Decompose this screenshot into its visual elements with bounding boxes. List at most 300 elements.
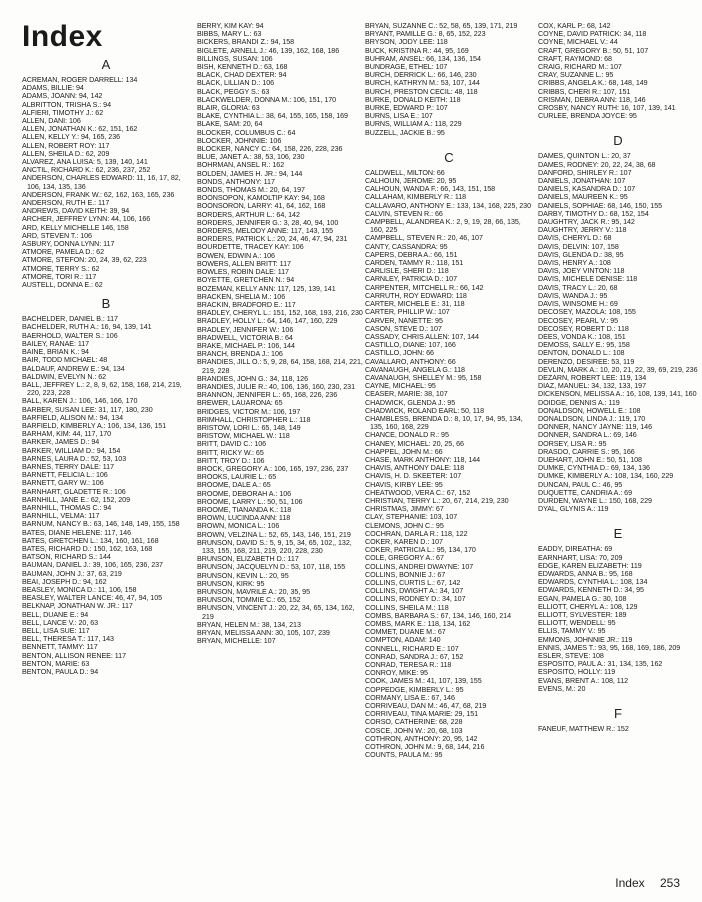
index-entry: BLOCKER, JOHNNIE: 106	[197, 136, 282, 145]
index-entry: ACREMAN, ROGER DARRELL: 134	[22, 76, 138, 84]
index-entry: DECOSEY, PEARL V.: 95	[538, 316, 619, 325]
index-entry: CAVANAUGH, ANGELA G.: 118	[365, 365, 465, 374]
index-entry: BEASLEY, WALTER LANCE: 46, 47, 94, 105	[22, 594, 163, 603]
index-entry: ANDERSON, RUTH E.: 117	[22, 199, 110, 208]
index-entry: ALLEN, SHEILA D.: 62, 209	[22, 149, 110, 158]
index-entry: ELLIOTT, CHERYL A.: 108, 129	[538, 602, 638, 611]
index-entry: DAVIS, MICHELE DENISE: 118	[538, 275, 638, 284]
index-entry: BEASLEY, MONICA D.: 11, 106, 158	[22, 585, 137, 594]
spacer	[538, 693, 698, 707]
index-entry: DONNER, NANCY JAYNE: 119, 146	[538, 423, 653, 432]
index-entry: CARTER, PHILLIP W.: 107	[365, 308, 450, 317]
index-entry: BENTON, ALLISON RENEE: 117	[22, 651, 126, 660]
index-entry: CARTER, MICHELE E.: 31, 118	[365, 300, 465, 309]
index-entry: DAVIS, HENRY A.: 108	[538, 259, 611, 268]
index-entry: BEAI, JOSEPH D.: 94, 162	[22, 577, 107, 586]
index-entry: CRIBBS, ANGELA K.: 68, 148, 149	[538, 79, 648, 88]
index-entry: BUZZELL, JACKIE B.: 95	[365, 128, 445, 137]
index-entry: DANIELS, MAUREEN K.: 95	[538, 193, 628, 202]
page-footer	[615, 876, 680, 890]
index-entry: BURCH, DERRICK L.: 66, 146, 230	[365, 71, 477, 80]
index-entry: COLLINS, CURTIS L.: 67, 142	[365, 579, 461, 587]
index-entry: CHADWICK, ROLAND EARL: 50, 118	[365, 406, 485, 415]
index-entry: BAUMAN, DANIEL J.: 39, 106, 165, 236, 237	[22, 561, 163, 570]
section-letter: C	[444, 149, 454, 165]
index-entry: ESLER, STEVE: 108	[538, 652, 604, 661]
index-entry: CASTILLO, JOHN: 66	[365, 349, 434, 358]
index-column-2	[197, 0, 365, 645]
index-entry: CLAY, STEPHANIE: 103, 107	[365, 513, 458, 522]
index-entry: BRYAN, MELISSA ANN: 30, 105, 107, 239	[197, 629, 330, 638]
index-entry: ANDERSON, FRANK W.: 62, 162, 163, 165, 236	[22, 190, 175, 199]
index-entry: DECOSEY, MAZOLA: 108, 155	[538, 308, 636, 317]
index-entry: ADAMS, JOANN: 94, 142	[22, 92, 103, 101]
index-entry: EVENS, M.: 20	[538, 684, 586, 693]
index-entry: CANTY, CASSANDRA: 95	[365, 242, 448, 251]
index-entry: BRYSON, JODY LEE: 118	[365, 38, 448, 47]
index-entry: DAUGHTRY, JACK R.: 95, 142	[538, 218, 635, 227]
index-entry: BROWN, VELZINA L.: 52, 65, 143, 146, 151, 219	[197, 530, 351, 539]
index-column-1	[22, 0, 190, 676]
index-entry: ALLEN, JONATHAN K.: 62, 151, 162	[22, 125, 138, 134]
index-entry: ANDREWS, DAVID KEITH: 39, 94	[22, 207, 130, 216]
index-entry: DYAL, GLYNIS A.: 119	[538, 505, 609, 514]
index-entry: BONDS, THOMAS M.: 20, 64, 197	[197, 186, 305, 195]
index-entry: CRAFT, RAYMOND: 68	[538, 54, 612, 63]
index-entry: CONRAD, SANDRA J.: 67, 152	[365, 652, 464, 661]
index-entry: BROOME, DALE A.: 65	[197, 481, 271, 490]
spacer	[365, 137, 533, 151]
index-entry: DEMOSS, SALLY E.: 95, 158	[538, 341, 630, 350]
index-entry: ENNIS, JAMES T.: 93, 95, 168, 169, 186, 209	[538, 643, 681, 652]
index-entry: BURKE, DONALD KEITH: 118	[365, 95, 461, 104]
index-entry: COKER, PATRICIA L.: 95, 134, 170	[365, 546, 476, 555]
index-entry: DANIELS, JONATHAN: 107	[538, 177, 626, 186]
index-entry: BARNHILL, JANE E.: 62, 152, 209	[22, 495, 130, 504]
index-entry: CAVANAUGH, SHELLEY M.: 95, 158	[365, 373, 482, 382]
index-entry: COCHRAN, DARLA R.: 118, 122	[365, 529, 468, 538]
index-entry: CONRAD, TERESA R.: 118	[365, 661, 452, 670]
page-title: Index	[22, 20, 103, 53]
index-entry: ELLIOTT, WENDELL: 95	[538, 619, 616, 628]
section-letter: E	[613, 526, 623, 542]
index-entry: CRAY, SUZANNE L.: 95	[538, 71, 614, 80]
index-entry: BOURDETTE, TRACEY KAY: 106	[197, 243, 304, 252]
index-entry: BRYAN, HELEN M.: 38, 134, 213	[197, 620, 301, 629]
index-entry: BARNHILL, THOMAS C.: 94	[22, 503, 112, 512]
index-entry: BRACKEN, SHELIA M.: 106	[197, 292, 286, 301]
index-entry: DUNCAN, PAUL C.: 46, 95	[538, 480, 623, 489]
index-entry: CARVER, NANETTE: 95	[365, 316, 443, 325]
index-entry: ATMORE, TERRY S.: 62	[22, 264, 100, 273]
index-entry: COMMET, DUANE M.: 67	[365, 628, 446, 637]
index-entry: DECOSEY, ROBERT D.: 118	[538, 324, 629, 333]
footer-label: Index	[615, 876, 645, 890]
index-entry: CALHOUN, WANDA F.: 66, 143, 151, 158	[365, 185, 496, 194]
index-entry: DEVLIN, MARK A.: 10, 20, 21, 22, 39, 69, 219, 236	[538, 365, 698, 374]
index-entry: BURKE, EDWARD P.: 107	[365, 104, 448, 113]
index-entry: BRUNSON, ELIZABETH D.: 117	[197, 555, 299, 564]
index-entry: DONALDSON, LINDA J.: 119, 170	[538, 414, 646, 423]
index-entry: BROCK, GREGORY A.: 106, 165, 197, 236, 237	[197, 464, 349, 473]
index-entry: BRANDIES, JILL O.: 5, 9, 28, 64, 158, 168, 214, 221, 219, 228	[197, 358, 363, 375]
index-entry: CHRISTIAN, TERRY L.: 20, 67, 214, 219, 230	[365, 496, 509, 505]
spacer	[538, 120, 698, 134]
index-entry: CHAVIS, H. D. SKEETER: 107	[365, 472, 462, 481]
index-entry: AUSTELL, DONNA E.: 62	[22, 281, 103, 290]
index-entry: ARD, KELLY MICHELLE 146, 158	[22, 223, 129, 232]
index-entry: BURNS, WILLIAM A.: 118, 229	[365, 120, 462, 129]
index-entry: BIBBS, MARY L.: 63	[197, 30, 262, 39]
index-entry: DUMKE, CYNTHIA D.: 69, 134, 136	[538, 464, 650, 473]
index-entry: CHADWICK, GLENDA J.: 95	[365, 398, 456, 407]
index-column-4	[538, 0, 698, 733]
index-entry: BELL, LANCE V.: 20, 63	[22, 618, 99, 627]
index-entry: BRADLEY, CHERYL L.: 151, 152, 168, 193, 216, 230	[197, 309, 363, 318]
index-entry: ALLEN, DANI: 106	[22, 117, 81, 126]
index-entry: CAPERS, DEBRA A.: 66, 151	[365, 250, 458, 259]
index-entry: CAVALLARO, ANTHONY: 66	[365, 357, 456, 366]
index-entry: BRYAN, MICHELLE: 107	[197, 637, 276, 646]
index-entry: DENTON, DONALD L.: 108	[538, 349, 625, 358]
spacer	[22, 0, 190, 58]
index-entry: EDWARDS, CYNTHIA L.: 108, 134	[538, 578, 648, 587]
index-entry: DORSEY, LISA R.: 95	[538, 439, 607, 448]
index-entry: BOHRMAN, ANSEL R.: 162	[197, 161, 285, 170]
index-entry: EVANS, BRENT A.: 108, 112	[538, 676, 629, 685]
index-entry: EDGE, KAREN ELIZABETH: 119	[538, 561, 642, 570]
index-entry: BICKERS, BRANDI Z.: 94, 158	[197, 38, 295, 47]
index-entry: BALL, JEFFREY L.: 2, 8, 9, 62, 158, 168, 214, 219, 220, 223, 228	[22, 380, 182, 398]
index-entry: BISH, KENNETH D.: 63, 168	[197, 63, 288, 72]
index-entry: BATES, DIANE HELENE: 117, 146	[22, 528, 132, 537]
index-entry: ALBRITTON, TRISHA S.: 94	[22, 100, 112, 109]
index-entry: BRUNSON, KIRK: 95	[197, 579, 265, 588]
index-entry: CORSO, CATHERINE: 68, 228	[365, 718, 463, 727]
index-entry: DANFORD, SHIRLEY R.: 107	[538, 168, 632, 177]
index-entry: BLUE, JANET A.: 38, 53, 106, 230	[197, 153, 305, 162]
index-entry: DAVIS, CHERYL D.: 68	[538, 234, 612, 243]
index-entry: DURDEN, WAYNE L.: 150, 168, 229	[538, 496, 652, 505]
index-entry: DONNER, SANDRA L.: 69, 146	[538, 431, 637, 440]
index-entry: BRITT, RICKY W.: 65	[197, 448, 264, 457]
index-entry: COTHRON, ANTHONY: 20, 95, 142	[365, 734, 478, 743]
index-entry: CARNLEY, PATRICIA D.: 107	[365, 275, 458, 284]
section-letter: D	[613, 133, 623, 149]
index-entry: CARLISLE, SHERI D.: 118	[365, 267, 449, 276]
index-entry: DUEHART, JOHN E.: 50, 51, 108	[538, 455, 642, 464]
index-entry: BACHELDER, DANIEL B.: 117	[22, 315, 118, 324]
index-entry: BATES, RICHARD D.: 150, 162, 163, 168	[22, 544, 153, 553]
index-entry: BRACKIN, BRADFORD E.: 117	[197, 300, 296, 309]
spacer	[538, 513, 698, 527]
index-entry: COLLINS, BONNIE J.: 67	[365, 570, 446, 579]
index-column-3	[365, 0, 533, 759]
index-entry: ANCTIL, RICHARD K.: 62, 236, 237, 252	[22, 166, 151, 175]
index-entry: BALDAUF, ANDREW E.: 94, 134	[22, 364, 125, 373]
index-entry: EADDY, DIREATHA: 69	[538, 545, 613, 554]
index-entry: ADAMS, BILLIE: 94	[22, 84, 84, 93]
index-entry: BOONSOPON, KAMOLTIP KAY: 94, 168	[197, 194, 325, 203]
index-entry: CONNELL, RICHARD E.: 107	[365, 644, 459, 653]
index-entry: BARNETT, FELICIA L.: 106	[22, 471, 108, 480]
index-entry: BORDERS, PATRICK L.: 20, 24, 46, 47, 94, 231	[197, 235, 348, 244]
index-entry: DAVIS, WANDA J.: 95	[538, 291, 608, 300]
index-entry: BRUNSON, MAVRILE A.: 20, 35, 95	[197, 588, 311, 597]
index-entry: ELLIS, TAMMY V.: 95	[538, 627, 606, 636]
index-entry: BELL, LISA SUE: 117	[22, 627, 90, 635]
index-entry: BRITT, TROY D.: 106	[197, 456, 265, 465]
index-entry: BORDERS, MELODY ANNE: 117, 143, 155	[197, 227, 334, 236]
index-entry: ALVAREZ, ANA LUISA: 5, 139, 140, 141	[22, 158, 148, 167]
section-letter: F	[614, 706, 622, 722]
index-entry: BLAKE, SAM: 20, 64	[197, 120, 263, 129]
index-entry: DANIELS, SOPHIAE: 68, 146, 150, 155	[538, 201, 663, 210]
index-entry: CHANEY, MICHAEL: 20, 25, 66	[365, 439, 464, 448]
index-entry: BARNES, LAURA D.: 52, 53, 103	[22, 454, 127, 463]
index-entry: BURCH, KATHRYN M.: 53, 107, 144	[365, 79, 480, 88]
index-entry: COLLINS, SHEILA M.: 118	[365, 603, 449, 612]
index-entry: BOWEN, EDWIN A.: 106	[197, 251, 275, 260]
index-entry: BRANNON, JENNIFER L.: 65, 168, 226, 236	[197, 391, 338, 400]
index-entry: BLAKE, CYNTHIA L.: 38, 64, 155, 165, 158, 169	[197, 112, 348, 121]
index-entry: ALLEN, ROBERT ROY: 117	[22, 141, 110, 150]
index-entry: DEZARN, ROBERT LEE: 119, 134	[538, 373, 647, 382]
spacer	[197, 0, 365, 22]
index-entry: BRUNSON, VINCENT J.: 20, 22, 34, 65, 134, 162, 219	[197, 604, 355, 621]
index-entry: ASBURY, DONNA LYNN: 117	[22, 240, 115, 249]
index-entry: BOYETTE, GRETCHEN N.: 94	[197, 276, 295, 285]
index-entry: BAILEY, RANAE: 117	[22, 339, 90, 348]
index-entry: CONROY, MIKE: 95	[365, 669, 428, 678]
index-entry: ALLEN, KELLY Y.: 94, 165, 236	[22, 133, 121, 142]
index-entry: CAYNE, MICHAEL: 95	[365, 382, 436, 391]
index-entry: BERRY, KIM KAY: 94	[197, 22, 264, 30]
index-entry: CRAIG, RICHARD M.: 107	[538, 63, 622, 72]
index-entry: BARFIELD, ALISON M.: 94, 134	[22, 413, 123, 422]
index-entry: BRYAN, SUZANNE C.: 52, 58, 65, 139, 171, 219	[365, 22, 518, 30]
index-entry: BURCH, PRESTON CECIL: 48, 118	[365, 87, 478, 96]
index-entry: BLAIR, GLORIA: 63	[197, 104, 260, 113]
index-entry: FANEUF, MATTHEW R.: 152	[538, 725, 629, 734]
index-entry: DUMKE, KIMBERLY A.: 108, 134, 160, 229	[538, 472, 674, 481]
index-entry: DAMES, RODNEY: 20, 22, 24, 38, 68	[538, 160, 656, 169]
index-entry: CORRIVEAU, TINA MARIE: 29, 151	[365, 710, 479, 719]
index-entry: BENTON, MARIE: 63	[22, 659, 90, 668]
index-entry: CARDEN, TAMMY R.: 118, 151	[365, 259, 464, 268]
index-entry: ATMORE, STEFON: 20, 24, 39, 62, 223	[22, 256, 147, 265]
index-entry: COLLINS, DWIGHT A.: 34, 107	[365, 587, 464, 596]
index-entry: BRUNSON, JACQUELYN D.: 53, 107, 118, 155	[197, 563, 346, 572]
index-entry: BALL, KAREN J.: 106, 146, 166, 170	[22, 397, 138, 406]
index-entry: DANIELS, KASANDRA D.: 107	[538, 185, 636, 194]
index-entry: BOWLES, ROBIN DALE: 117	[197, 268, 289, 277]
index-entry: COYNE, MICHAEL V.: 44	[538, 38, 618, 47]
index-entry: BELKNAP, JONATHAN W. JR.: 117	[22, 602, 133, 611]
index-entry: CLEMONS, JOHN C.: 95	[365, 521, 444, 530]
index-entry: BARNES, TERRY DALE: 117	[22, 462, 114, 471]
index-entry: CASTILLO, DIANE: 107, 166	[365, 341, 456, 350]
section-letter: B	[101, 296, 111, 312]
index-entry: DAVIS, WINSOME H.: 69	[538, 300, 618, 309]
index-entry: ATMORE, TORI R.: 117	[22, 272, 97, 281]
index-entry: DAVIS, TRACY L.: 20, 68	[538, 283, 618, 292]
index-entry: CORRIVEAU, DAN M.: 46, 47, 68, 219	[365, 702, 487, 711]
index-entry: DRASDO, CARRIE S.: 95, 166	[538, 447, 635, 456]
index-entry: BRIDGES, VICTOR M.: 106, 197	[197, 407, 301, 416]
index-entry: EDWARDS, ANNA B.: 95, 168	[538, 569, 633, 578]
index-entry: CRIBBS, CHERI R.: 107, 151	[538, 87, 631, 96]
index-entry: BROOME, DEBORAH A.: 106	[197, 489, 292, 498]
index-entry: CRISMAN, DEBRA ANN: 118, 146	[538, 95, 646, 104]
index-entry: CASON, STEVE D.: 107	[365, 324, 442, 333]
index-entry: BLOCKER, COLUMBUS C.: 64	[197, 128, 296, 137]
index-entry: ANDERSON, CHARLES EDWARD: 11, 16, 17, 82, 106, 134, 135, 136	[22, 174, 181, 191]
index-entry: BLACKWELDER, DONNA M.: 106, 151, 170	[197, 95, 337, 104]
index-entry: BAERHOLD, WALTER S.: 106	[22, 331, 118, 340]
index-entry: BARNHILL, VELMA: 117	[22, 512, 100, 521]
index-entry: CHANCE, DONALD R.: 95	[365, 431, 449, 440]
index-entry: BONDS, ANTHONY: 117	[197, 177, 275, 186]
index-entry: BRUNSON, KEVIN L.: 20, 95	[197, 571, 289, 580]
index-entry: BRIMHALL, CHRISTOPHER L.: 118	[197, 415, 311, 424]
index-entry: COYNE, DAVID PATRICK: 34, 118	[538, 30, 647, 39]
index-entry: CALLAHAM, KIMBERLY R.: 118	[365, 193, 467, 202]
index-entry: EDWARDS, KENNETH D.: 34, 95	[538, 586, 644, 595]
index-entry: DAUGHTRY, JERRY V.: 118	[538, 226, 627, 235]
index-entry: COLLINS, ANDREI DWAYNE: 107	[365, 562, 474, 571]
index-entry: BLACK, CHAD DEXTER: 94	[197, 71, 287, 80]
index-entry: BROWN, LUCINDA ANN: 118	[197, 514, 291, 523]
index-entry: ESPOSITO, HOLLY: 119	[538, 668, 616, 677]
index-entry: BOLDEN, JAMES H. JR.: 94, 144	[197, 169, 303, 178]
index-entry: BAINE, BRIAN K.: 94	[22, 348, 89, 357]
index-entry: CALHOUN, JEROME: 20, 95	[365, 177, 457, 186]
index-entry: BRUNSON, TOMMIE C.: 65, 152	[197, 596, 301, 605]
index-entry: BOZEMAN, KELLY ANN: 117, 125, 139, 141	[197, 284, 336, 293]
index-entry: BRITT, DAVID C.: 106	[197, 440, 267, 449]
index-entry: BARKER, JAMES D.: 94	[22, 438, 100, 447]
index-entry: CORMANY, LISA E.: 67, 146	[365, 693, 455, 702]
index-entry: BARNETT, GARY W.: 106	[22, 479, 104, 488]
index-entry: ALFIERI, TIMOTHY J.: 62	[22, 108, 104, 117]
index-entry: BORDERS, ARTHUR L.: 64, 142	[197, 210, 300, 219]
index-entry: COPPEDGE, KIMBERLY L.: 95	[365, 685, 464, 694]
index-entry: BIGLETE, ARNELL J.: 46, 139, 162, 168, 186	[197, 46, 340, 55]
index-entry: CEASER, MARIE: 38, 107	[365, 390, 448, 399]
index-entry: BENTON, PAULA D.: 94	[22, 668, 99, 677]
index-entry: CURLEE, BRENDA JOYCE: 95	[538, 112, 637, 121]
index-entry: DERENZO, DESIREE: 53, 119	[538, 357, 635, 366]
index-entry: BROOME, LARRY L.: 50, 51, 106	[197, 497, 303, 506]
index-entry: DICKENSON, MELISSA A.: 16, 108, 139, 141, 160	[538, 390, 697, 399]
index-entry: BARNHART, GLADETTE R.: 106	[22, 487, 126, 496]
index-entry: BARHAM, KIM: 44, 117, 170	[22, 430, 112, 439]
index-entry: CROSBY, NANCY RUTH: 16, 107, 139, 141	[538, 104, 676, 113]
index-entry: BRYANT, PAMILLE G.: 8, 65, 152, 223	[365, 30, 486, 39]
index-entry: COLLINS, RODNEY D.: 34, 107	[365, 595, 466, 604]
index-entry: CALVIN, STEVEN R.: 66	[365, 209, 443, 218]
index-entry: CRAFT, GREGORY B.: 50, 51, 107	[538, 46, 649, 55]
index-entry: CARRUTH, ROY EDWARD: 118	[365, 291, 467, 300]
index-entry: ATMORE, PAMELA D.: 62	[22, 248, 105, 257]
index-entry: DAVIS, GLENDA D.: 38, 95	[538, 250, 624, 259]
index-entry: DIAZ, MANUEL: 34, 132, 133, 197	[538, 382, 646, 391]
index-entry: BRISTOW, LORI L.: 65, 148, 149	[197, 423, 301, 432]
index-entry: BARKER, WILLIAM D.: 94, 154	[22, 446, 121, 455]
index-entry: DONALDSON, HOWELL E.: 108	[538, 406, 641, 415]
index-entry: CHAVIS, KIRBY LEE: 95	[365, 480, 443, 489]
index-entry: DAVIS, DELVIN: 107, 158	[538, 242, 619, 251]
index-entry: BLACK, PEGGY S.: 63	[197, 87, 270, 96]
index-entry: COMPTON, ADAM: 140	[365, 636, 441, 645]
index-entry: BATSON, RICHARD S.: 144	[22, 553, 111, 562]
index-entry: BROOKS, LAURIE L.: 65	[197, 473, 277, 482]
index-entry: BARBER, SUSAN LEE: 31, 117, 180, 230	[22, 405, 153, 414]
index-entry: BRANDIES, JULIE R.: 40, 106, 136, 160, 230, 231	[197, 382, 356, 391]
index-entry: DAVIS, JOEY VINTON: 118	[538, 267, 625, 276]
index-entry: BALDWIN, EVELYN N.: 62	[22, 372, 107, 381]
index-entry: BAUMAN, JOHN J.: 37, 63, 219	[22, 569, 122, 578]
index-entry: CALDWELL, MILTON: 66	[365, 168, 445, 177]
index-entry: CAMPBELL, ALANDREA K.: 2, 9, 19, 28, 66, 135, 160, 225	[365, 218, 521, 235]
index-entry: CHAVIS, ANTHONY DALE: 118	[365, 464, 465, 473]
index-entry: COTHRON, JOHN M.: 9, 68, 144, 216	[365, 743, 485, 752]
index-entry: EMMONS, JOHNNIE JR.: 119	[538, 635, 633, 644]
index-entry: BATES, GRETCHEN L.: 134, 160, 161, 168	[22, 536, 159, 545]
index-entry: BLACK, LILLIAN D.: 106	[197, 79, 275, 88]
index-entry: BRADLEY, JENNIFER W.: 106	[197, 325, 294, 334]
index-entry: BRAKE, MICHAEL P.: 106, 144	[197, 341, 295, 350]
index-entry: DUQUETTE, CANDRIA A.: 69	[538, 488, 633, 497]
index-entry: EARNHART, LISA: 70, 209	[538, 553, 623, 562]
index-entry: BORDERS, JENNIFER G.: 3, 28, 40, 94, 100	[197, 218, 339, 227]
index-entry: CHASE, MARK ANTHONY: 118, 144	[365, 455, 481, 464]
index-entry: BROWN, MONICA L.: 106	[197, 522, 280, 531]
index-entry: BRUNSON, DAVID S.: 5, 9, 15, 34, 65, 102,, 132, 133, 155, 168, 211, 219, 220, 228, 230	[197, 538, 352, 555]
index-entry: DEES, VONDA K.: 108, 151	[538, 332, 626, 341]
index-entry: CHEATWOOD, VERA C.: 67, 152	[365, 488, 471, 497]
index-entry: BLOCKER, NANCY C.: 64, 158, 226, 228, 236	[197, 145, 343, 154]
index-entry: BROOME, TIANANDA K.: 118	[197, 505, 292, 514]
index-entry: BUCK, KRISTINA R.: 44, 95, 169	[365, 46, 469, 55]
index-entry: BOWERS, ALLEN BRITT: 117	[197, 259, 291, 268]
index-entry: ARD, STEVEN T.: 106	[22, 231, 92, 240]
index-entry: BAIR, TODD MICHAEL: 48	[22, 356, 108, 365]
index-entry: ARCHER, JEFFREY LYNN: 44, 106, 166	[22, 215, 151, 224]
index-entry: CASSADY, CHRIS ALLEN: 107, 144	[365, 332, 479, 341]
index-entry: BENNETT, TAMMY: 117	[22, 643, 98, 652]
index-entry: BILLINGS, SUSAN: 106	[197, 54, 273, 63]
index-entry: BRADWELL, VICTORIA B.: 64	[197, 333, 293, 342]
index-entry: BARNUM, NANCY B.: 63, 146, 148, 149, 155, 158	[22, 520, 180, 529]
index-entry: DOIDGE, DENNIS A.: 119	[538, 398, 620, 407]
index-entry: CARPENTER, MITCHELL R.: 66, 142	[365, 283, 484, 292]
index-entry: EGAN, PAMELA G.: 30, 108	[538, 594, 627, 603]
index-entry: COOK, JAMES M.: 41, 107, 139, 155	[365, 677, 482, 686]
index-entry: BELL, DUANE E.: 94	[22, 610, 89, 619]
index-entry: CHAMBLESS, BRENDA D.: 8, 10, 17, 94, 95, 134, 135, 160, 168, 229	[365, 414, 523, 432]
index-entry: COLE, GREGORY A.: 67	[365, 554, 444, 563]
page-number: 253	[659, 876, 680, 890]
index-entry: BRANDIES, JOHN G.: 34, 118, 126	[197, 374, 309, 383]
index-entry: BELL, THERESA T.: 117, 143	[22, 635, 114, 644]
index-entry: DARBY, TIMOTHY D.: 68, 152, 154	[538, 209, 649, 218]
spacer	[538, 0, 698, 22]
index-entry: COMBS, MARK E.: 118, 134, 162	[365, 620, 471, 629]
section-letter: A	[101, 57, 111, 72]
index-entry: COX, KARL P.: 68, 142	[538, 22, 611, 30]
